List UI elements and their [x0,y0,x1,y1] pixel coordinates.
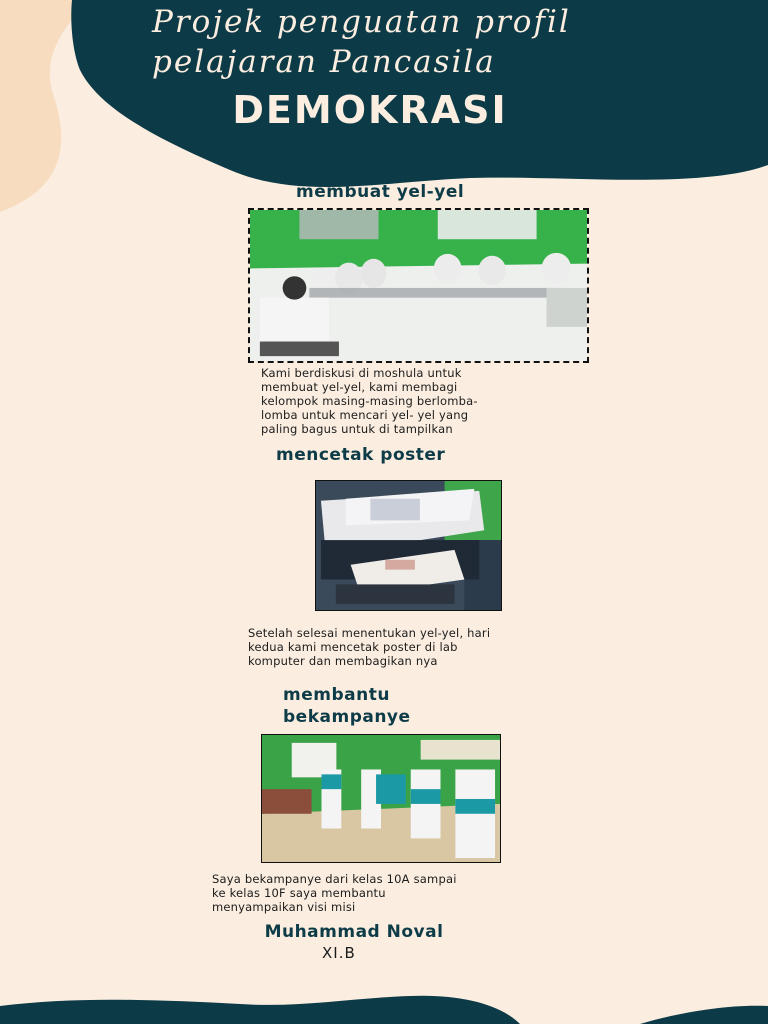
footer-wave-right [640,1006,768,1024]
section-text-poster: Setelah selesai menentukan yel-yel, hari kedua kami mencetak poster di lab komputer dan membagikan nya [248,626,491,668]
title-line-1: Projek penguatan profil [152,4,571,40]
theme-title: DEMOKRASI [232,88,508,132]
section-heading-yel-yel: membuat yel-yel [296,182,465,202]
students-sitting-in-circle-photo [248,208,589,363]
section-text-yel-yel: Kami berdiskusi di moshula untuk membuat yel-yel, kami membagi kelompok masing-masing berlomba- lomba untuk mencari yel- yel yang paling bagus untuk di tampilkan [261,366,478,436]
author-class: XI.B [322,944,356,962]
title-line-2: pelajaran Pancasila [152,44,496,80]
author-name: Muhammad Noval [264,922,444,942]
footer-wave [0,996,520,1024]
section-text-campaign: Saya bekampanye dari kelas 10A sampai ke kelas 10F saya membantu menyampaikan visi misi [212,872,457,914]
printer-printing-poster-photo [315,480,502,611]
section-heading-campaign: membantu bekampanye [283,685,411,727]
students-campaigning-in-classroom-photo [261,734,501,863]
section-heading-poster: mencetak poster [276,445,446,465]
